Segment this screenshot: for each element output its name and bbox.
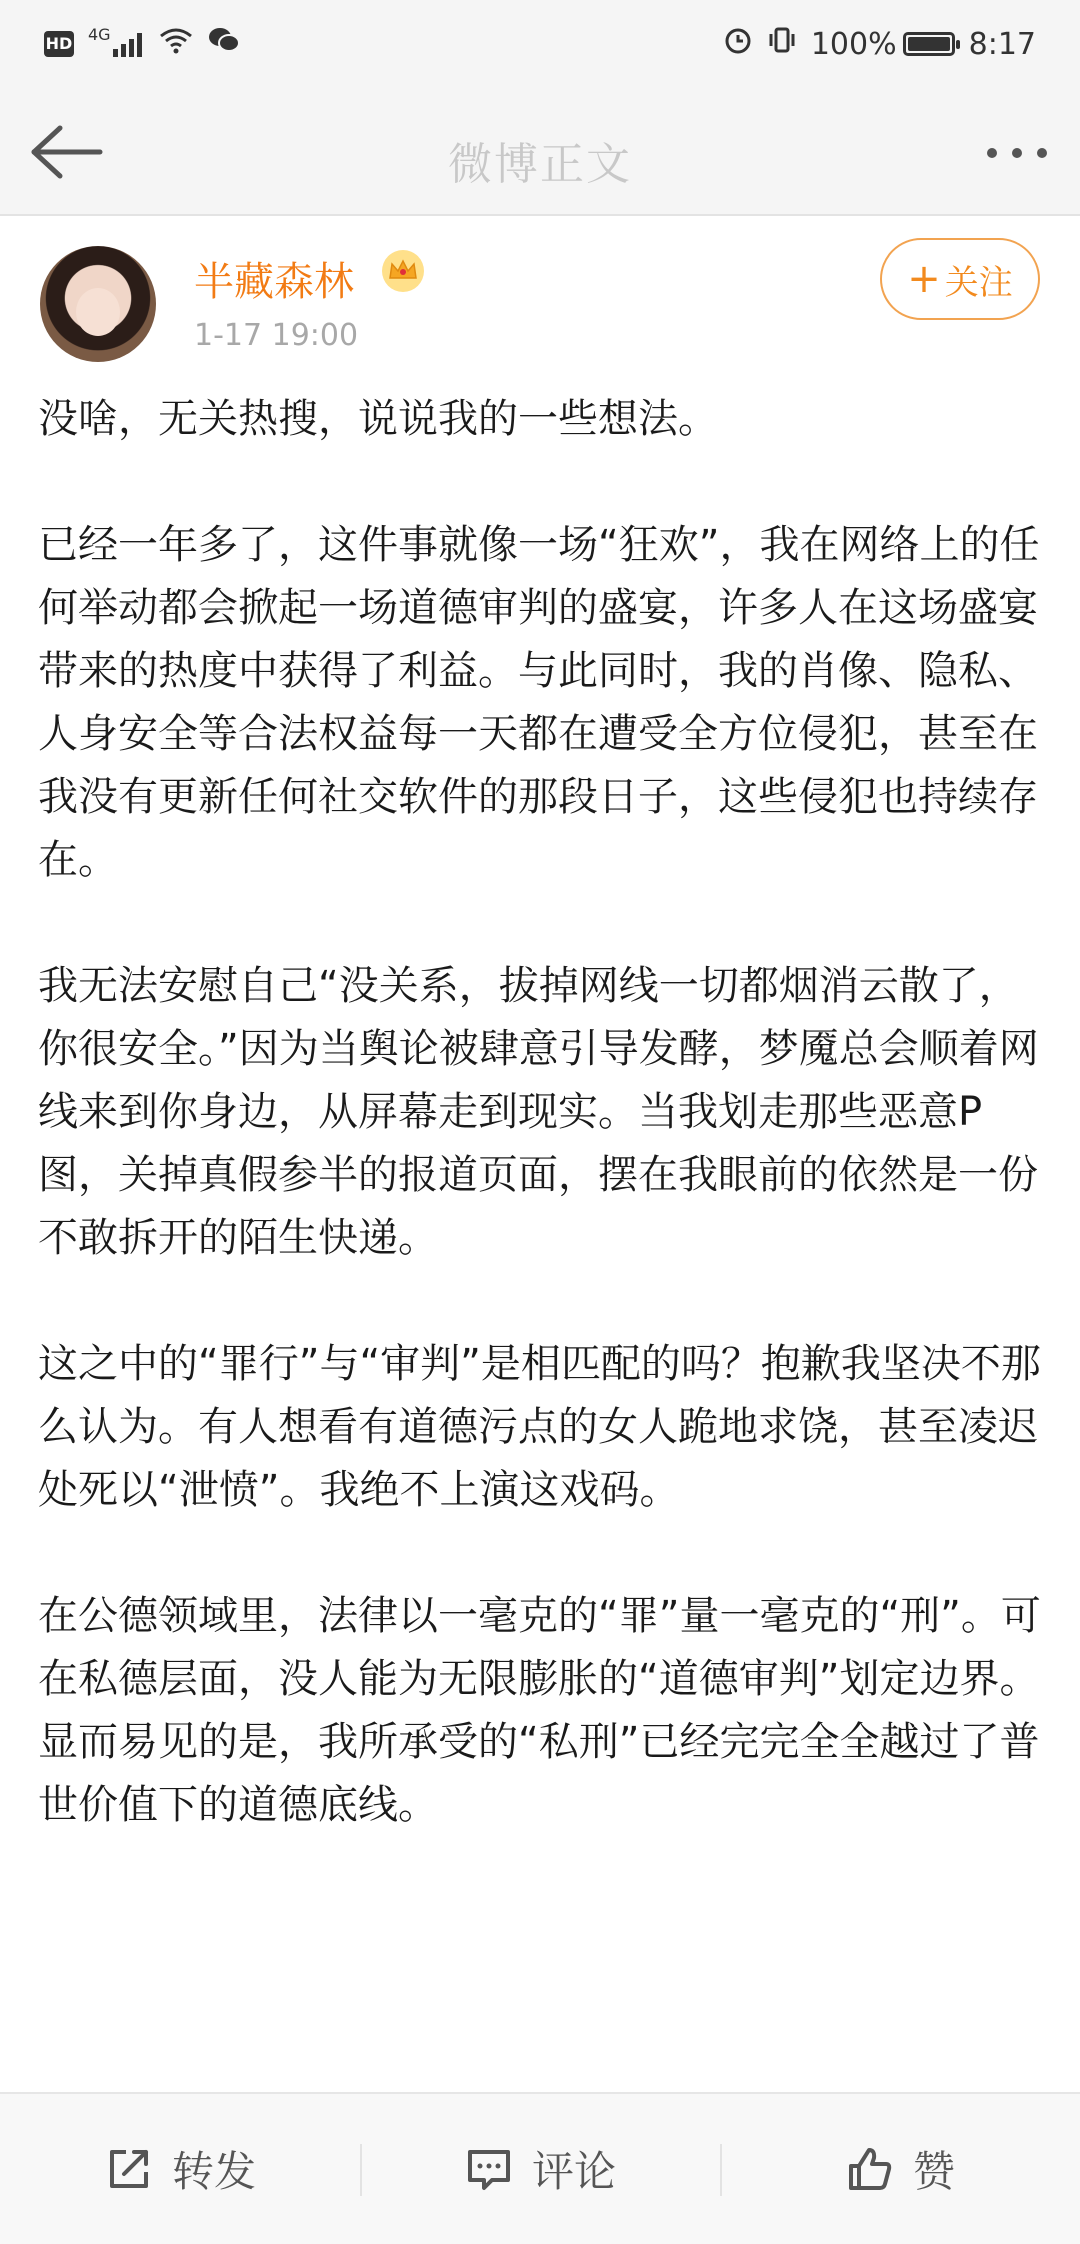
comment-label: 评论 bbox=[531, 2147, 616, 2196]
repost-button[interactable] bbox=[0, 2094, 360, 2244]
bottom-action-bar bbox=[0, 2092, 1080, 2244]
repost-icon bbox=[104, 2144, 154, 2194]
clock: 8:17 bbox=[968, 26, 1036, 62]
crown-icon bbox=[380, 248, 426, 294]
like-icon bbox=[845, 2144, 895, 2194]
vibrate-icon bbox=[767, 25, 797, 63]
like-label: 赞 bbox=[912, 2147, 955, 2196]
more-button[interactable] bbox=[982, 128, 1052, 178]
post-paragraph: 已经一年多了，这件事就像一场“狂欢”，我在网络上的任何举动都会掀起一场道德审判的盛宴，许多人在这场盛宴带来的热度中获得了利益。与此同时，我的肖像、隐私、人身安全等合法权益每一天都在遭受全方位侵犯，甚至在我没有更新任何社交软件的那段日子，这些侵犯也持续存在。 bbox=[38, 522, 1040, 883]
status-right bbox=[723, 22, 1036, 66]
repost-label: 转发 bbox=[171, 2147, 256, 2196]
status-left bbox=[44, 22, 255, 66]
username[interactable]: 半藏森林 bbox=[194, 259, 354, 305]
follow-button[interactable] bbox=[880, 238, 1040, 320]
more-icon bbox=[982, 128, 1052, 178]
plus-icon: + bbox=[907, 256, 941, 302]
like-button[interactable] bbox=[720, 2094, 1080, 2244]
post-paragraph: 在公德领域里，法律以一毫克的“罪”量一毫克的“刑”。可在私德层面，没人能为无限膨胀的“道德审判”划定边界。显而易见的是，我所承受的“私刑”已经完完全全越过了普世价值下的道德底线。 bbox=[38, 1593, 1041, 1828]
avatar[interactable] bbox=[40, 246, 156, 362]
post-header bbox=[0, 216, 1080, 386]
comment-button[interactable] bbox=[360, 2094, 720, 2244]
post-timestamp: 1-17 19:00 bbox=[194, 318, 359, 353]
hd-icon: HD bbox=[44, 31, 74, 57]
comment-icon bbox=[464, 2144, 514, 2194]
post-paragraph: 没啥，无关热搜，说说我的一些想法。 bbox=[38, 396, 718, 442]
battery-percent: 100% bbox=[810, 26, 897, 62]
post-paragraph: 这之中的“罪行”与“审判”是相匹配的吗？抱歉我坚决不那么认为。有人想看有道德污点的女人跪地求饶，甚至凌迟处死以“泄愤”。我绝不上演这戏码。 bbox=[38, 1341, 1041, 1513]
status-bar bbox=[0, 0, 1080, 88]
signal-icon bbox=[113, 31, 145, 57]
nav-bar bbox=[0, 88, 1080, 216]
battery-icon bbox=[903, 32, 955, 56]
wechat-icon bbox=[207, 26, 241, 62]
post-paragraph: 我无法安慰自己“没关系，拔掉网线一切都烟消云散了，你很安全。”因为当舆论被肆意引导发酵，梦魇总会顺着网线来到你身边，从屏幕走到现实。当我划走那些恶意P图，关掉真假参半的报道页面，摆在我眼前的依然是一份不敢拆开的陌生快递。 bbox=[38, 963, 1039, 1261]
page-title: 微博正文 bbox=[448, 139, 632, 190]
network-label: 4G bbox=[88, 24, 111, 44]
post-content bbox=[38, 388, 1048, 1900]
follow-label: 关注 bbox=[944, 262, 1013, 303]
alarm-icon bbox=[723, 25, 753, 63]
wifi-icon bbox=[159, 26, 193, 62]
